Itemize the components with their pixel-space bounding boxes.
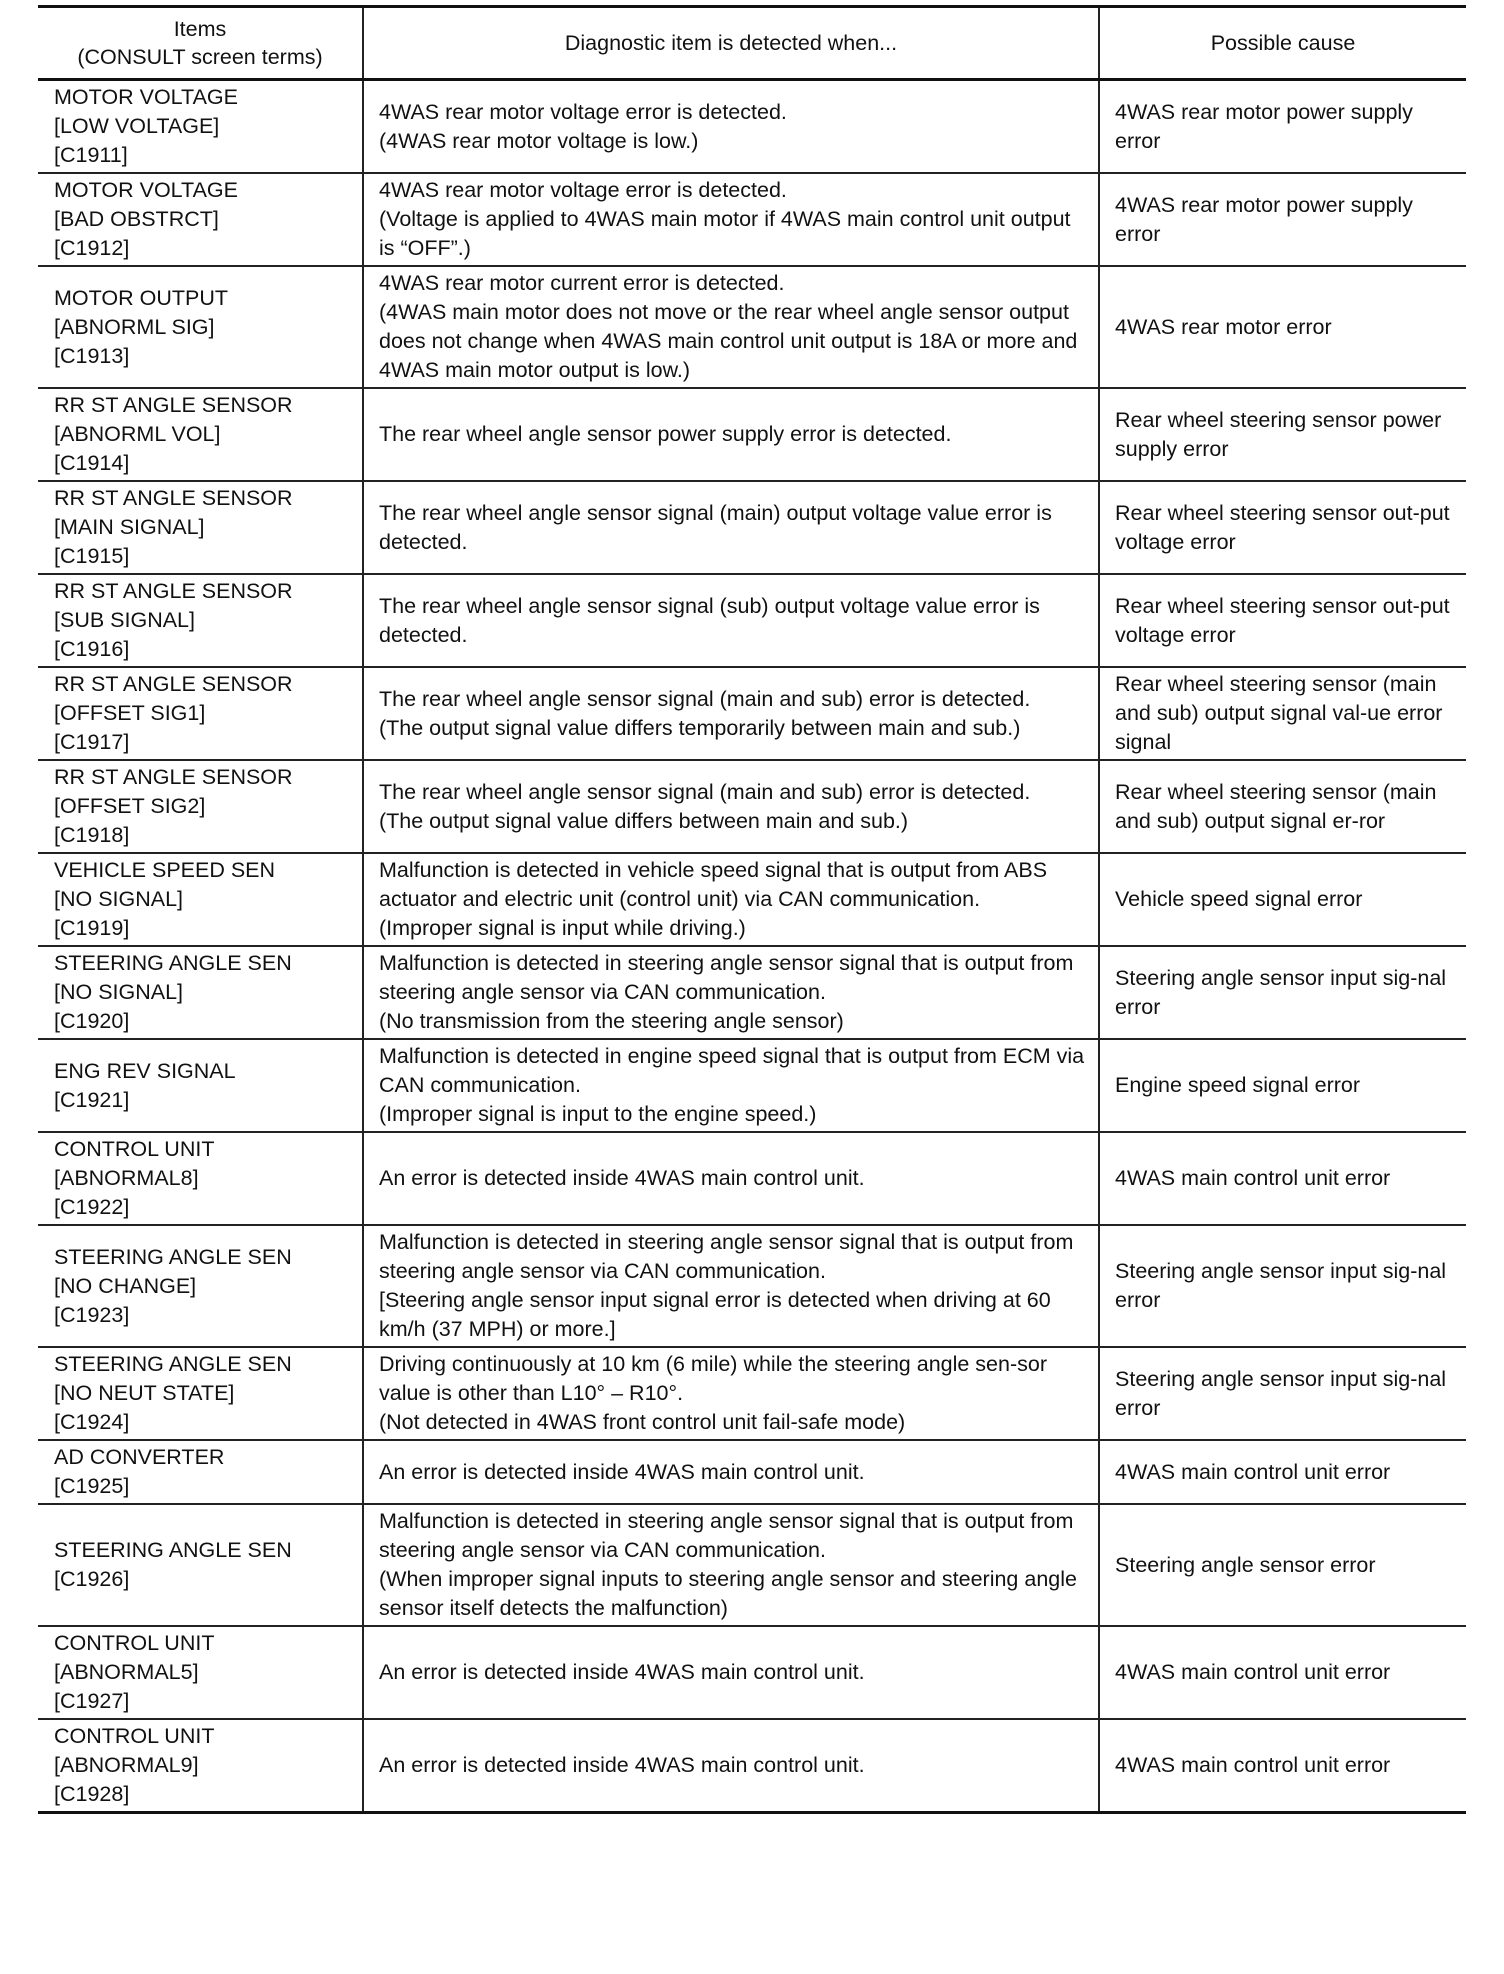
cause-cell: 4WAS main control unit error <box>1099 1440 1466 1504</box>
table-row <box>38 266 1466 388</box>
detected-cell: An error is detected inside 4WAS main control unit. <box>363 1719 1099 1813</box>
detected-cell: The rear wheel angle sensor signal (main) output voltage value error is detected. <box>363 481 1099 574</box>
item-cell: MOTOR VOLTAGE [BAD OBSTRCT] [C1912] <box>54 178 238 260</box>
item-cell: STEERING ANGLE SEN [C1926] <box>54 1538 292 1591</box>
item-cell: RR ST ANGLE SENSOR [OFFSET SIG2] [C1918] <box>54 765 293 847</box>
table-body <box>38 80 1466 1813</box>
item-cell: RR ST ANGLE SENSOR [MAIN SIGNAL] [C1915] <box>54 486 293 568</box>
detected-cell: 4WAS rear motor voltage error is detected. (4WAS rear motor voltage is low.) <box>363 80 1099 174</box>
header-row <box>38 7 1466 80</box>
table-row <box>38 1626 1466 1719</box>
table-row <box>38 1132 1466 1225</box>
table-row <box>38 80 1466 174</box>
item-cell: CONTROL UNIT [ABNORMAL9] [C1928] <box>54 1724 215 1806</box>
cause-cell: Rear wheel steering sensor (main and sub) output signal er-ror <box>1099 760 1466 853</box>
detected-cell: An error is detected inside 4WAS main control unit. <box>363 1440 1099 1504</box>
cause-cell: 4WAS main control unit error <box>1099 1719 1466 1813</box>
header-detected: Diagnostic item is detected when... <box>363 7 1099 80</box>
table-row <box>38 481 1466 574</box>
cause-cell: 4WAS rear motor power supply error <box>1099 80 1466 174</box>
detected-cell: An error is detected inside 4WAS main control unit. <box>363 1132 1099 1225</box>
detected-cell: An error is detected inside 4WAS main control unit. <box>363 1626 1099 1719</box>
table-row <box>38 946 1466 1039</box>
table-row <box>38 853 1466 946</box>
cause-cell: Steering angle sensor input sig-nal error <box>1099 1347 1466 1440</box>
detected-cell: The rear wheel angle sensor signal (main and sub) error is detected. (The output signal value differs between main and sub.) <box>363 760 1099 853</box>
dtc-table <box>38 5 1466 1814</box>
cause-cell: 4WAS main control unit error <box>1099 1132 1466 1225</box>
header-items: Items (CONSULT screen terms) <box>77 17 323 69</box>
item-cell: ENG REV SIGNAL [C1921] <box>54 1058 236 1112</box>
item-cell: RR ST ANGLE SENSOR [SUB SIGNAL] [C1916] <box>54 579 293 661</box>
item-cell: CONTROL UNIT [ABNORMAL8] [C1922] <box>54 1137 215 1219</box>
cause-cell: Engine speed signal error <box>1099 1039 1466 1132</box>
detected-cell: Malfunction is detected in engine speed signal that is output from ECM via CAN communication. (Improper signal is input to the engine speed.) <box>363 1039 1099 1132</box>
item-cell: MOTOR OUTPUT [ABNORML SIG] [C1913] <box>54 285 228 368</box>
cause-cell: Vehicle speed signal error <box>1099 853 1466 946</box>
detected-cell: The rear wheel angle sensor power supply error is detected. <box>363 388 1099 481</box>
item-cell: CONTROL UNIT [ABNORMAL5] [C1927] <box>54 1631 215 1713</box>
detected-cell: The rear wheel angle sensor signal (sub) output voltage value error is detected. <box>363 574 1099 667</box>
header-cause: Possible cause <box>1099 7 1466 80</box>
table-row <box>38 667 1466 760</box>
detected-cell: The rear wheel angle sensor signal (main and sub) error is detected. (The output signal value differs temporarily between main and sub.) <box>363 667 1099 760</box>
cause-cell: Rear wheel steering sensor power supply error <box>1099 388 1466 481</box>
table-row <box>38 1719 1466 1813</box>
cause-cell: 4WAS rear motor error <box>1099 266 1466 388</box>
cause-cell: 4WAS main control unit error <box>1099 1626 1466 1719</box>
table-row <box>38 388 1466 481</box>
detected-cell: Malfunction is detected in steering angle sensor signal that is output from steering angle sensor via CAN communication. (No transmission from the steering angle sensor) <box>363 946 1099 1039</box>
item-cell: MOTOR VOLTAGE [LOW VOLTAGE] [C1911] <box>54 85 238 167</box>
cause-cell: Rear wheel steering sensor out-put voltage error <box>1099 481 1466 574</box>
cause-cell: Steering angle sensor error <box>1099 1504 1466 1626</box>
item-cell: STEERING ANGLE SEN [NO CHANGE] [C1923] <box>54 1244 292 1327</box>
cause-cell: Steering angle sensor input sig-nal error <box>1099 1225 1466 1347</box>
table-row <box>38 173 1466 266</box>
detected-cell: Malfunction is detected in vehicle speed signal that is output from ABS actuator and electric unit (control unit) via CAN communication. (Improper signal is input while driving.) <box>363 853 1099 946</box>
detected-cell: Malfunction is detected in steering angle sensor signal that is output from steering angle sensor via CAN communication. (When improper signal inputs to steering angle sensor and steering angle sensor itself detects the malfunction) <box>363 1504 1099 1626</box>
table-row <box>38 1225 1466 1347</box>
item-cell: VEHICLE SPEED SEN [NO SIGNAL] [C1919] <box>54 858 276 940</box>
item-cell: RR ST ANGLE SENSOR [OFFSET SIG1] [C1917] <box>54 672 293 754</box>
detected-cell: Driving continuously at 10 km (6 mile) while the steering angle sen-sor value is other than L10° – R10°. (Not detected in 4WAS front control unit fail-safe mode) <box>363 1347 1099 1440</box>
table-row <box>38 1039 1466 1132</box>
item-cell: STEERING ANGLE SEN [NO NEUT STATE] [C1924] <box>54 1352 292 1434</box>
item-cell: AD CONVERTER [C1925] <box>54 1445 225 1498</box>
cause-cell: 4WAS rear motor power supply error <box>1099 173 1466 266</box>
cause-cell: Steering angle sensor input sig-nal error <box>1099 946 1466 1039</box>
item-cell: RR ST ANGLE SENSOR [ABNORML VOL] [C1914] <box>54 393 293 475</box>
table-row <box>38 760 1466 853</box>
table-row <box>38 1504 1466 1626</box>
detected-cell: 4WAS rear motor voltage error is detected. (Voltage is applied to 4WAS main motor if 4WAS main control unit output is “OFF”.) <box>363 173 1099 266</box>
table-row <box>38 1347 1466 1440</box>
detected-cell: 4WAS rear motor current error is detected. (4WAS main motor does not move or the rear wheel angle sensor output does not change when 4WAS main control unit output is 18A or more and 4WAS main motor output is low.) <box>363 266 1099 388</box>
table-row <box>38 1440 1466 1504</box>
table-row <box>38 574 1466 667</box>
table-header <box>38 7 1466 80</box>
detected-cell: Malfunction is detected in steering angle sensor signal that is output from steering angle sensor via CAN communication. [Steering angle sensor input signal error is detected when driving at 60 km/h (37 MPH) or more.] <box>363 1225 1099 1347</box>
cause-cell: Rear wheel steering sensor out-put voltage error <box>1099 574 1466 667</box>
item-cell: STEERING ANGLE SEN [NO SIGNAL] [C1920] <box>54 951 292 1033</box>
cause-cell: Rear wheel steering sensor (main and sub) output signal val-ue error signal <box>1099 667 1466 760</box>
